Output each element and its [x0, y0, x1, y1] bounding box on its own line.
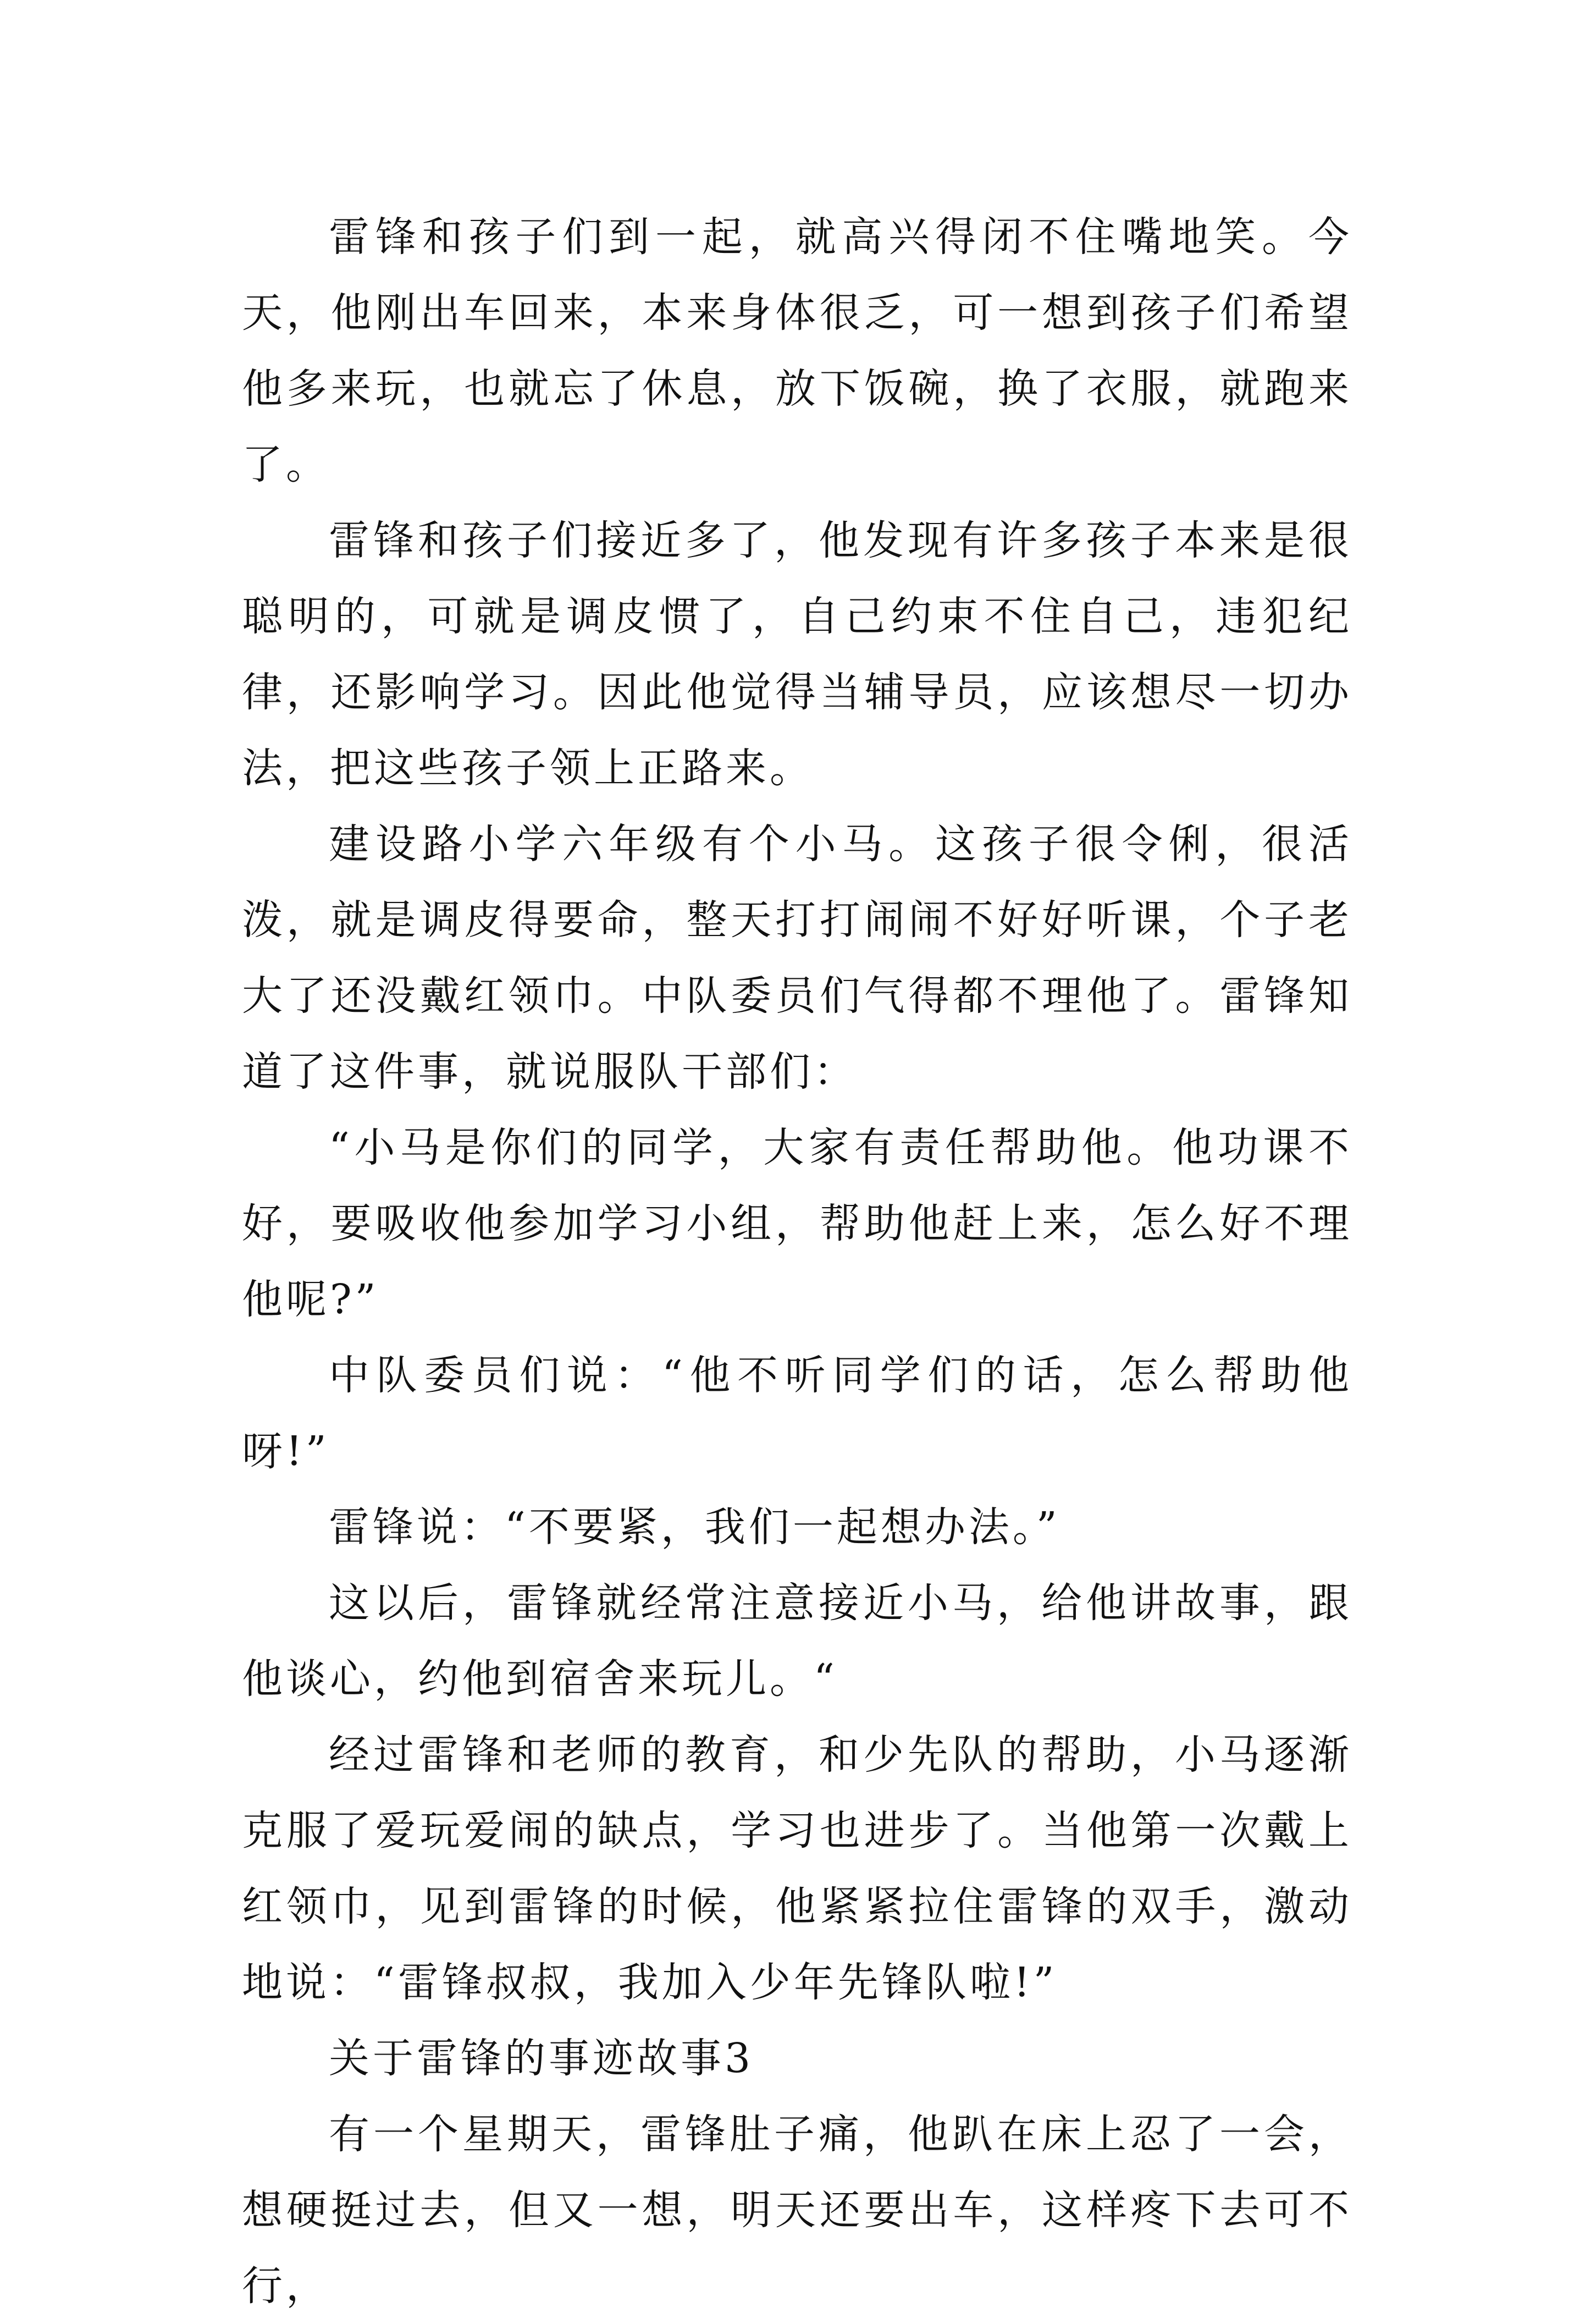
paragraph-5: 中队委员们说：“他不听同学们的话，怎么帮助他呀!” [242, 1352, 1352, 1475]
paragraph-7: 这以后，雷锋就经常注意接近小马，给他讲故事，跟他谈心，约他到宿舍来玩儿。“ [242, 1579, 1352, 1703]
paragraph-6: 雷锋说：“不要紧，我们一起想办法。” [329, 1504, 1060, 1551]
document-body [242, 199, 1352, 2324]
paragraph-9: 有一个星期天，雷锋肚子痛，他趴在床上忍了一会，想硬挺过去，但又一想，明天还要出车，这样疼下去可不行， [242, 2111, 1352, 2310]
paragraph-1: 雷锋和孩子们到一起，就高兴得闭不住嘴地笑。今天，他刚出车回来，本来身体很乏，可一想到孩子们希望他多来玩，也就忘了休息，放下饭碗，换了衣服，就跑来了。 [242, 213, 1352, 488]
section-heading: 关于雷锋的事迹故事3 [329, 2035, 754, 2082]
paragraph-4: “小马是你们的同学，大家有责任帮助他。他功课不好，要吸收他参加学习小组，帮助他赶上来，怎么好不理他呢?” [242, 1124, 1352, 1323]
paragraph-8: 经过雷锋和老师的教育，和少先队的帮助，小马逐渐克服了爱玩爱闹的缺点，学习也进步了。当他第一次戴上红领巾，见到雷锋的时候，他紧紧拉住雷锋的双手，激动地说：“雷锋叔叔，我加入少年先锋队啦!” [242, 1731, 1352, 2006]
paragraph-2: 雷锋和孩子们接近多了，他发现有许多孩子本来是很聪明的，可就是调皮惯了，自己约束不住自己，违犯纪律，还影响学习。因此他觉得当辅导员，应该想尽一切办法，把这些孩子领上正路来。 [242, 517, 1352, 792]
paragraph-3: 建设路小学六年级有个小马。这孩子很令俐，很活泼，就是调皮得要命，整天打打闹闹不好好听课，个子老大了还没戴红领巾。中队委员们气得都不理他了。雷锋知道了这件事，就说服队干部们： [242, 820, 1352, 1095]
